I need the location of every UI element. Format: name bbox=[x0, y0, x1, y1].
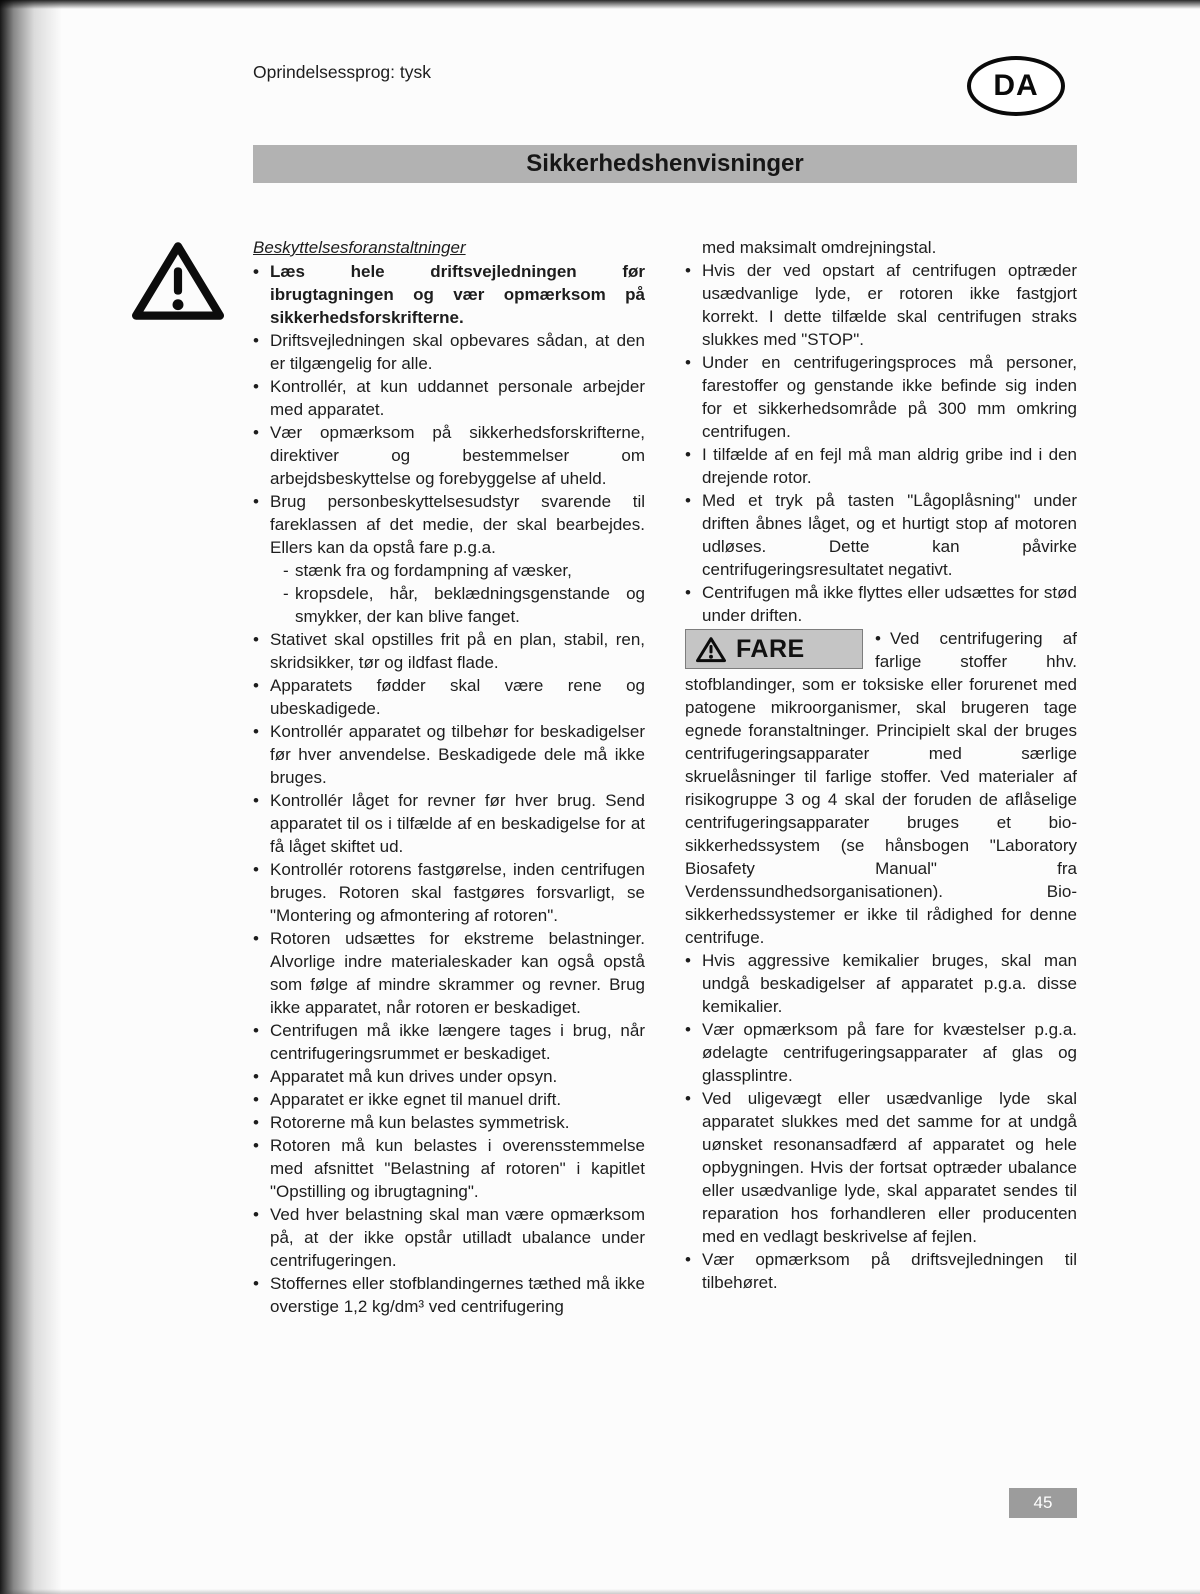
list-item bbox=[685, 236, 1077, 259]
list-item-text: stænk fra og fordampning af væsker, bbox=[295, 561, 572, 580]
bullet-marker: • bbox=[253, 262, 259, 281]
bullet-marker: • bbox=[685, 1020, 691, 1039]
fare-warning-box bbox=[685, 629, 863, 669]
list-item-text: Apparatets fødder skal være rene og ubeskadigede. bbox=[270, 676, 645, 718]
list-item-text: med maksimalt omdrejningstal. bbox=[702, 238, 937, 257]
dash-marker: - bbox=[283, 584, 289, 603]
list-item bbox=[253, 1019, 645, 1065]
list-item-text: Vær opmærksom på sikkerhedsforskrifterne, direktiver og bestemmelser om arbejdsbeskyttelse og forebyggelse af uheld. bbox=[270, 423, 645, 488]
two-column-layout bbox=[253, 236, 1077, 1318]
list-item bbox=[253, 421, 645, 490]
bullet-marker: • bbox=[685, 1089, 691, 1108]
bullet-marker: • bbox=[253, 377, 259, 396]
bullet-marker: • bbox=[253, 1090, 259, 1109]
list-item bbox=[253, 1134, 645, 1203]
list-item-text: Rotoren må kun belastes i overensstemmelse med afsnittet "Belastning af rotoren" i kapitlet "Opstilling og ibrugtagning". bbox=[270, 1136, 645, 1201]
list-item-text: Læs hele driftsvejledningen før ibrugtagningen og vær opmærksom på sikkerhedsforskrifterne. bbox=[270, 262, 645, 327]
bullet-marker: • bbox=[253, 630, 259, 649]
list-item-text: Kontrollér apparatet og tilbehør for beskadigelser før hver anvendelse. Beskadigede dele må ikke bruges. bbox=[270, 722, 645, 787]
list-item-text: Ved uligevægt eller usædvanlige lyde skal apparatet slukkes med det samme for at undgå uønsket resonansadfærd af apparatet og hele opbygningen. Hvis der fortsat optræder ubalance eller usædvanlige lyde, skal apparatet sendes til reparation hos forhandleren eller producenten med en vedlagt beskrivelse af fejlen. bbox=[702, 1089, 1077, 1246]
list-item bbox=[253, 858, 645, 927]
page-number-badge bbox=[1009, 1488, 1077, 1518]
fare-label: FARE bbox=[736, 634, 805, 663]
list-item bbox=[253, 329, 645, 375]
warning-triangle-icon bbox=[131, 240, 225, 322]
list-item bbox=[685, 1018, 1077, 1087]
bullet-marker: • bbox=[685, 353, 691, 372]
page-bottom-shadow bbox=[0, 1589, 1200, 1594]
list-item-text: I tilfælde af en fejl må man aldrig gribe ind i den drejende rotor. bbox=[702, 445, 1077, 487]
list-item bbox=[253, 1111, 645, 1134]
list-item bbox=[253, 1203, 645, 1272]
bullet-marker: • bbox=[253, 1274, 259, 1293]
document-body bbox=[253, 236, 1077, 1318]
dash-marker: - bbox=[283, 561, 289, 580]
list-item-text: Kontrollér, at kun uddannet personale arbejder med apparatet. bbox=[270, 377, 645, 419]
list-item-text: Ved centrifugering af farlige stoffer hhv. stofblandinger, som er toksiske eller forurenet med patogene mikroorganismer, skal brugeren tage egnede foranstaltninger. Principielt skal der bruges centrifugeringsapparater med særlige skruelåsninger til farlige stoffer. Ved materialer af risikogruppe 3 og 4 skal der foruden de aflåselige centrifugeringsapparater bruges et bio-sikkerhedssystem (se hånsbogen "Laboratory Biosafety Manual" fra Verdenssundhedsorganisationen). Bio-sikkerhedssystemer er ikke til rådighed for denne centrifuge. bbox=[685, 629, 1077, 947]
list-item bbox=[253, 490, 645, 559]
list-item-text: Kontrollér låget for revner før hver brug. Send apparatet til os i tilfælde af en beskadigelse for at få låget skiftet ud. bbox=[270, 791, 645, 856]
list-item-text: Apparatet er ikke egnet til manuel drift. bbox=[270, 1090, 562, 1109]
section-header-title: Sikkerhedshenvisninger bbox=[526, 150, 804, 177]
list-item-text: Med et tryk på tasten "Lågoplåsning" under driften åbnes låget, og et hurtigt stop af motoren udløses. Dette kan påvirke centrifugeringsresultatet negativt. bbox=[702, 491, 1077, 579]
language-badge-label: DA bbox=[993, 69, 1039, 102]
warning-triangle-icon bbox=[131, 240, 225, 322]
list-item bbox=[685, 581, 1077, 627]
list-item bbox=[253, 789, 645, 858]
list-item bbox=[253, 375, 645, 421]
bullet-marker: • bbox=[253, 860, 259, 879]
list-item-text: Rotorerne må kun belastes symmetrisk. bbox=[270, 1113, 570, 1132]
origin-language-label: Oprindelsessprog: tysk bbox=[253, 62, 431, 82]
list-item-text: Vær opmærksom på driftsvejledningen til tilbehøret. bbox=[702, 1250, 1077, 1292]
bullet-marker: • bbox=[685, 1250, 691, 1269]
bullet-marker: • bbox=[685, 951, 691, 970]
list-item bbox=[685, 489, 1077, 581]
bullet-marker: • bbox=[253, 331, 259, 350]
list-item bbox=[253, 582, 645, 628]
subsection-heading: Beskyttelsesforanstaltninger bbox=[253, 238, 466, 257]
list-item-text: Centrifugen må ikke længere tages i brug, når centrifugeringsrummet er beskadiget. bbox=[270, 1021, 645, 1063]
bullet-marker: • bbox=[253, 1067, 259, 1086]
list-item bbox=[253, 1272, 645, 1318]
bullet-marker: • bbox=[253, 676, 259, 695]
list-item-text: Under en centrifugeringsproces må personer, farestoffer og genstande ikke befinde sig inden for et sikkerhedsområde på 300 mm omkring centrifugen. bbox=[702, 353, 1077, 441]
bullet-marker: • bbox=[253, 722, 259, 741]
bullet-marker: • bbox=[253, 929, 259, 948]
list-item bbox=[253, 927, 645, 1019]
list-item-text: Ved hver belastning skal man være opmærksom på, at der ikke opstår utilladt ubalance under centrifugeringen. bbox=[270, 1205, 645, 1270]
bullet-marker: • bbox=[875, 629, 881, 648]
list-item-text: kropsdele, hår, beklædningsgenstande og smykker, der kan blive fanget. bbox=[295, 584, 645, 626]
bullet-marker: • bbox=[253, 423, 259, 442]
list-item bbox=[685, 351, 1077, 443]
bullet-marker: • bbox=[253, 1205, 259, 1224]
list-item bbox=[253, 1065, 645, 1088]
list-item bbox=[685, 1248, 1077, 1294]
list-item bbox=[685, 1087, 1077, 1248]
page-number: 45 bbox=[1033, 1493, 1053, 1512]
list-item-text: Hvis der ved opstart af centrifugen optræder usædvanlige lyde, er rotoren ikke fastgjort korrekt. I dette tilfælde skal centrifugen straks slukkes med "STOP". bbox=[702, 261, 1077, 349]
section-header bbox=[253, 145, 1077, 183]
bullet-marker: • bbox=[685, 583, 691, 602]
bullet-marker: • bbox=[685, 445, 691, 464]
list-item bbox=[685, 627, 1077, 949]
list-item bbox=[685, 443, 1077, 489]
list-item-text: Stativet skal opstilles frit på en plan, stabil, ren, skridsikker, tør og ildfast flade. bbox=[270, 630, 645, 672]
list-item bbox=[253, 559, 645, 582]
list-item-text: Driftsvejledningen skal opbevares sådan, at den er tilgængelig for alle. bbox=[270, 331, 645, 373]
bullet-marker: • bbox=[685, 261, 691, 280]
bullet-marker: • bbox=[253, 791, 259, 810]
left-column bbox=[253, 236, 645, 1318]
list-item bbox=[685, 949, 1077, 1018]
page-binding-shadow bbox=[0, 0, 62, 1594]
list-item-text: Stoffernes eller stofblandingernes tæthed må ikke overstige 1,2 kg/dm³ ved centrifugering bbox=[270, 1274, 645, 1316]
list-item-text: Rotoren udsættes for ekstreme belastninger. Alvorlige indre materialeskader kan også opstå som følge af mindre skrammer og revner. Brug ikke apparatet, når rotoren er beskadiget. bbox=[270, 929, 645, 1017]
list-item bbox=[253, 674, 645, 720]
list-item-text: Vær opmærksom på fare for kvæstelser p.g.a. ødelagte centrifugeringsapparater af glas og glassplintre. bbox=[702, 1020, 1077, 1085]
list-item bbox=[685, 259, 1077, 351]
list-item-text: Kontrollér rotorens fastgørelse, inden centrifugen bruges. Rotoren skal fastgøres forsvarligt, se "Montering og afmontering af rotoren". bbox=[270, 860, 645, 925]
list-item-text: Apparatet må kun drives under opsyn. bbox=[270, 1067, 558, 1086]
warning-triangle-icon bbox=[696, 636, 726, 663]
list-item bbox=[253, 628, 645, 674]
list-item-text: Centrifugen må ikke flyttes eller udsættes for stød under driften. bbox=[702, 583, 1077, 625]
list-item bbox=[253, 720, 645, 789]
list-item bbox=[253, 1088, 645, 1111]
bullet-marker: • bbox=[253, 1136, 259, 1155]
list-item bbox=[253, 260, 645, 329]
list-item-text: Brug personbeskyttelsesudstyr svarende til fareklassen af det medie, der skal bearbejdes. Ellers kan da opstå fare p.g.a. bbox=[270, 492, 645, 557]
page-top-shadow bbox=[0, 0, 1200, 9]
bullet-marker: • bbox=[253, 1113, 259, 1132]
bullet-marker: • bbox=[685, 491, 691, 510]
right-column bbox=[685, 236, 1077, 1318]
bullet-marker: • bbox=[253, 1021, 259, 1040]
language-badge bbox=[967, 56, 1065, 116]
list-item-text: Hvis aggressive kemikalier bruges, skal man undgå beskadigelser af apparatet p.g.a. disse kemikalier. bbox=[702, 951, 1077, 1016]
bullet-marker: • bbox=[253, 492, 259, 511]
